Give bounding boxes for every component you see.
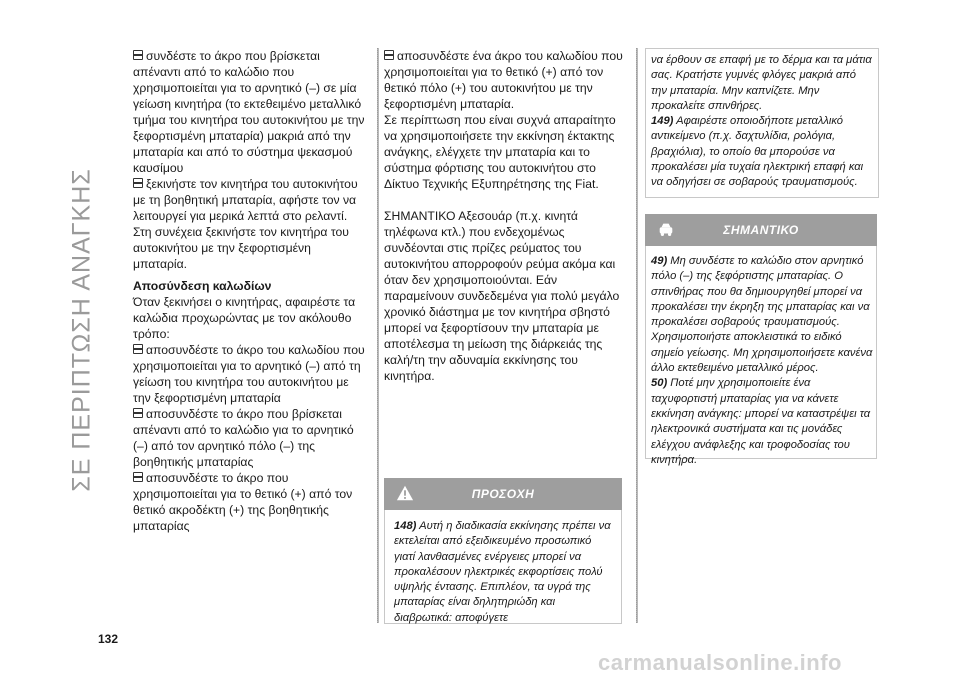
column-divider	[377, 48, 379, 623]
list-item: συνδέστε το άκρο που βρίσκεται απέναντι από το καλώδιο που χρησιμοποιείται για το αρνητικό (–) σε μία γείωση κινητήρα (το εκτεθειμένο μεταλλικό τμήμα του κινητήρα του αυτοκινήτου με την ξεφορτισμένη μπαταρία) μακριά από την μπαταρία και από το σύστημα ψεκασμού καυσίμου	[133, 49, 365, 175]
bullet-icon	[133, 344, 143, 354]
bullet-icon	[133, 408, 143, 418]
paragraph: Όταν ξεκινήσει ο κινητήρας, αφαιρέστε τα καλώδια προχωρώντας με τον ακόλουθο τρόπο:	[133, 295, 356, 341]
watermark: carmanualsonline.info	[598, 650, 842, 675]
list-item: αποσυνδέστε το άκρο που βρίσκεται απέναντι από το καλώδιο για το αρνητικό (–) από τον αρνητικό πόλο (–) της βοηθητικής μπαταρίας	[133, 407, 354, 469]
warning-note-148: 148) Αυτή η διαδικασία εκκίνησης πρέπει να εκτελείται από εξειδικευμένο προσωπικό γιατί λανθασμένες ενέργειες μπορεί να προκαλέσουν ηλεκτρικές εκφορτίσεις πολύ υψηλής έντασης. Επιπλέον, τα υγρά της μπαταρίας είναι δηλητηριώδη και διαβρωτικά: αποφύγετε	[394, 520, 611, 624]
page-number: 132	[98, 632, 119, 646]
column-1	[133, 48, 368, 534]
list-item: αποσυνδέστε το άκρο που χρησιμοποιείται για το θετικό (+) από τον θετικό ακροδέκτη (+) της βοηθητικής μπαταρίας	[133, 471, 353, 533]
warning-note-continued: να έρθουν σε επαφή με το δέρμα και τα μάτια σας. Κρατήστε γυμνές φλόγες μακριά από την μπαταρία. Μην καπνίζετε. Μην προκαλείτε σπινθήρες. 149) Αφαιρέστε οποιοδήποτε μεταλλικό αντικείμενο (π.χ. δαχτυλίδια, ρολόγια, βραχιόλια), το οποίο θα μπορούσε να προκαλέσει μία τυχαία ηλεκτρική επαφή και να οδηγήσει σε σοβαρούς τραυματισμούς.	[651, 54, 872, 189]
column-2	[384, 48, 624, 384]
important-notes: 49) Μη συνδέστε το καλώδιο στον αρνητικό πόλο (–) της ξεφόρτιστης μπαταρίας. Ο σπινθήρας που θα δημιουργηθεί μπορεί να προκαλέσει την έκρηξη της μπαταρίας και να προκαλέσει σοβαρούς τραυματισμούς. Χρησιμοποιήστε αποκλειστικά το ειδικό σημείο γείωσης. Μη χρησιμοποιήσετε κανένα άλλο εκτεθειμένο μεταλλικό μέρος. 50) Ποτέ μην χρησιμοποιείτε ένα ταχυφορτιστή μπαταρίας για να κάνετε εκκίνηση ανάγκης: μπορεί να καταστρέψει τα ηλεκτρονικά συστήματα και τις μονάδες ελέγχου ανάφλεξης και τροφοδοσίας του κινητήρα.	[651, 255, 873, 466]
bullet-icon	[384, 50, 394, 60]
list-item: αποσυνδέστε ένα άκρο του καλωδίου που χρησιμοποιείται για το θετικό (+) από τον θετικό πόλο (+) του αυτοκινήτου με την ξεφορτισμένη μπαταρία.	[384, 49, 623, 111]
section-title: ΣΕ ΠΕΡΙΠΤΩΣΗ ΑΝΑΓΚΗΣ	[67, 168, 96, 492]
paragraph: Σε περίπτωση που είναι συχνά απαραίτητο να χρησιμοποιήσετε την εκκίνηση έκτακτης ανάγκης, ελέγχετε την μπαταρία και το σύστημα φόρτισης του αυτοκινήτου στο Δίκτυο Τεχνικής Εξυπηρέτησης της Fiat.	[384, 113, 616, 191]
paragraph: ΣΗΜΑΝΤΙΚΟ Αξεσουάρ (π.χ. κινητά τηλέφωνα κτλ.) που ενδεχομένως συνδέονται στις πρίζες ρεύματος του αυτοκινήτου απορροφούν ρεύμα ακόμα και όταν δεν χρησιμοποιούνται. Εάν παραμείνουν συνδεδεμένα για πολύ μεγάλο χρονικό διάστημα με τον κινητήρα σβηστό μπορεί να ξεφορτίσουν την μπαταρία με αποτέλεσμα τη μείωση της διάρκειάς της καλή/τη την αδυναμία εκκίνησης του κινητήρα.	[384, 209, 620, 383]
column-divider	[636, 48, 638, 623]
bullet-icon	[133, 178, 143, 188]
section-heading: Αποσύνδεση καλωδίων	[133, 279, 272, 293]
list-item: ξεκινήστε τον κινητήρα του αυτοκινήτου με τη βοηθητική μπαταρία, αφήστε τον να λειτουργεί για μερικά λεπτά στο ρελαντί. Στη συνέχεια ξεκινήστε τον κινητήρα του αυτοκινήτου με την ξεφορτισμένη μπαταρία.	[133, 177, 358, 271]
warning-box-header: ΠΡΟΣΟΧΗ	[384, 478, 622, 510]
important-box-header: ΣΗΜΑΝΤΙΚΟ	[645, 214, 877, 246]
bullet-icon	[133, 50, 143, 60]
bullet-icon	[133, 472, 143, 482]
list-item: αποσυνδέστε το άκρο του καλωδίου που χρησιμοποιείται για το αρνητικό (–) από τη γείωση του κινητήρα του αυτοκινήτου με την ξεφορτισμένη μπαταρία	[133, 343, 365, 405]
